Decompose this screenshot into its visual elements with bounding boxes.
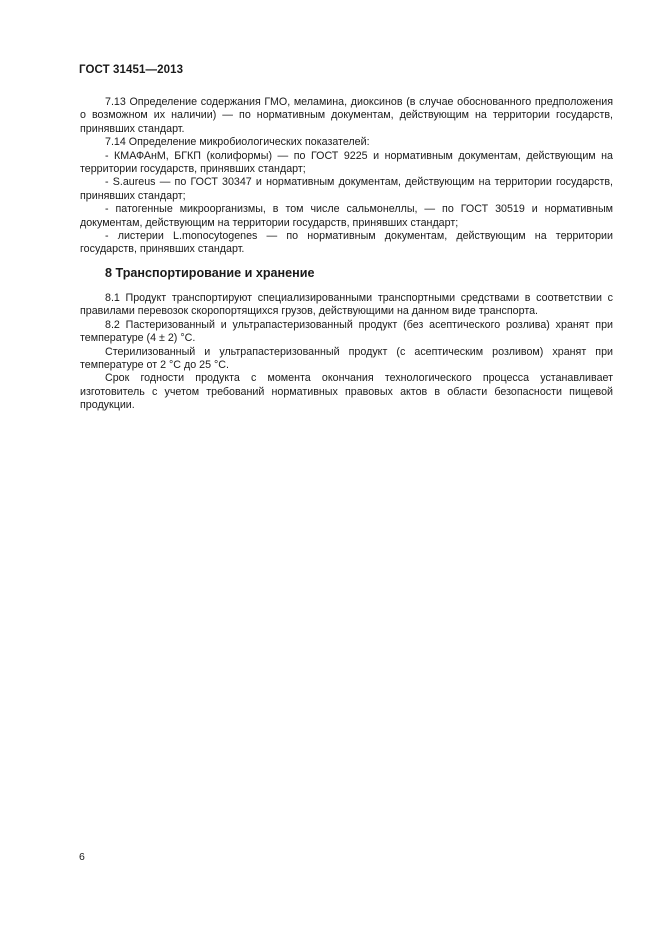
section-7-text bbox=[80, 96, 613, 257]
section-8-heading: 8 Транспортирование и хранение bbox=[105, 266, 315, 280]
paragraph-8-2: 8.2 Пастеризованный и ультрапастеризованный продукт (без асептического розлива) хранят при температуре (4 ± 2) °С. bbox=[80, 318, 613, 345]
paragraph-7-14: 7.14 Определение микробиологических показателей: bbox=[105, 136, 370, 149]
page-number: 6 bbox=[79, 851, 85, 863]
paragraph-shelf-life: Срок годности продукта с момента окончания технологического процесса устанавливает изготовитель с учетом требований нормативных правовых актов в области безопасности пищевой продукции. bbox=[80, 372, 613, 412]
section-8-text bbox=[80, 292, 613, 413]
paragraph-7-13: 7.13 Определение содержания ГМО, меламина, диоксинов (в случае обоснованного предположения о возможном их наличии) — по нормативным документам, действующим на территории государств, принявших стандарт. bbox=[80, 96, 613, 135]
list-item-kmafanm: - КМАФАнМ, БГКП (колиформы) — по ГОСТ 9225 и нормативным документам, действующим на территории государств, принявших стандарт; bbox=[80, 149, 613, 176]
list-item-s-aureus: - S.aureus — по ГОСТ 30347 и нормативным документам, действующим на территории государств, принявших стандарт; bbox=[80, 176, 613, 202]
list-item-pathogens: - патогенные микроорганизмы, в том числе сальмонеллы, — по ГОСТ 30519 и нормативным документам, действующим на территории государств, принявших стандарт; bbox=[80, 203, 613, 229]
list-item-listeria: - листерии L.monocytogenes — по нормативным документам, действующим на территории государств, принявших стандарт. bbox=[80, 230, 613, 256]
paragraph-sterilized-storage: Стерилизованный и ультрапастеризованный продукт (с асептическим розливом) хранят при температуре от 2 °С до 25 °С. bbox=[80, 345, 613, 372]
page-header-standard-id: ГОСТ 31451—2013 bbox=[79, 64, 184, 76]
paragraph-8-1: 8.1 Продукт транспортируют специализированными транспортными средствами в соответствии с правилами перевозок скоропортящихся грузов, действующими на данном виде транспорта. bbox=[80, 292, 613, 318]
